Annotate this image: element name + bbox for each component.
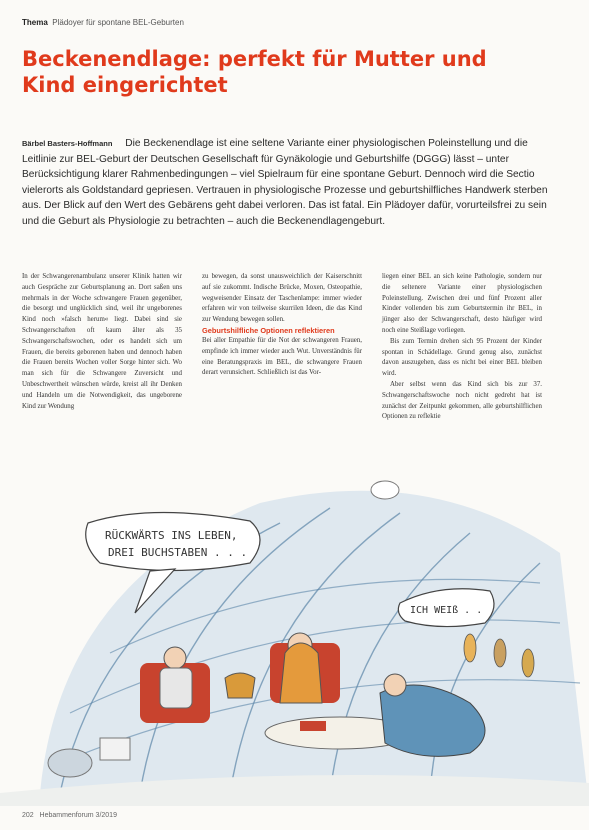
rubric-sub: Plädoyer für spontane BEL-Geburten: [52, 18, 184, 27]
body-column-2: [202, 272, 362, 379]
author: Bärbel Basters-Hoffmann: [22, 139, 113, 148]
bubble-text-line1: RÜCKWÄRTS INS LEBEN,: [105, 529, 238, 542]
body-column-3: [382, 272, 542, 423]
lead-text: Die Beckenendlage ist eine seltene Variante einer physiologischen Poleinstellung und die Leitlinie zur BEL-Geburt der Deutschen Gesellschaft für Gynäkologie und Geburtshilfe (DGGG) lässt – unter Berücksichtigung klarer Rahmenbedingungen – viel Spielraum für eine spontane Geburt. Dennoch wird die Sectio vielerorts als Goldstandard gepriesen. Vertrauen in physiologische Prozesse und geburtshilfliches Handwerk sterben aus. Der Blick auf den Wert des Gebärens geht dabei verloren. Das ist fatal. Ein Plädoyer dafür, vorurteilsfrei zu sein und die Geburt als Physiologie zu betrachten – auch die Beckenendlagengeburt.: [22, 138, 548, 227]
paragraph: Bis zum Termin drehen sich 95 Prozent der Kinder spontan in Schädellage. Grund genug also, zunächst davon auszugehen, dass es nicht bei einer BEL bleiben wird.: [382, 337, 542, 378]
paragraph: zu bewegen, da sonst unausweichlich der Kaiserschnitt auf sie zukommt. Indische Brücke, Moxen, Osteopathie, wegweisender Einsatz der Taschenlampe: immer wieder erfahren wir von teilweise skurrilen Ideen, die das Kind zur Wendung bewegen sollen.: [202, 273, 362, 324]
figure-center-body: [280, 643, 322, 703]
article-lead: [22, 136, 550, 230]
subheading: Geburtshilfliche Optionen reflektieren: [202, 325, 335, 335]
paragraph: In der Schwangerenambulanz unserer Klinik hatten wir auch Gespräche zur Geburtsplanung an. Dort saßen uns mehrmals in der Woche schwangere Frauen gegenüber, die besorgt und unglücklich sind, weil ihr ungeborenes Kind noch »falsch herum« liegt. Dabei sind sie Schwangerschaften oft kaum älter als 35 Schwangerschaftswochen, oder es handelt sich um Frauen, die bereits geborenen haben und dennoch haben die Frauen bereits Wochen voller Sorge hinter sich. Wo man sich für die Schwangere Zuversicht und Unbeschwertheit wünschen würde, kreist all ihr Denken und Handeln um die Notwendigkeit, das ungeborene Kind zur Wendung: [22, 273, 182, 410]
paragraph: Bei aller Empathie für die Not der schwangeren Frauen, empfinde ich immer wieder auch Wut. Unverständnis für eine Beratungspraxis im BEL, die schwangere Frauen derart verunsichert. Schließlich ist das Vor-: [202, 336, 362, 377]
bubble-right-text: ICH WEIß . .: [410, 605, 483, 616]
paragraph: liegen einer BEL an sich keine Pathologie, sondern nur die seltenere Variante einer physiologischen Poleinstellung. Zwischen drei und fünf Prozent aller Kinder vollenden bis zum Geburtstermin ihr BEL, in jünger also der Schwangerschaft, desto häufiger wird noch eine Steißlage vorliegen.: [382, 273, 542, 334]
publication: Hebammenforum 3/2019: [39, 812, 117, 819]
figure-left-body: [160, 668, 192, 708]
reclining-figure-head: [384, 674, 406, 696]
newspaper: [100, 738, 130, 760]
bubble-text-line2: DREI BUCHSTABEN . . .: [108, 546, 248, 559]
rubric: Thema: [22, 18, 48, 27]
rubric-line: [22, 18, 184, 27]
figure-small: [225, 673, 255, 698]
body-column-1: [22, 272, 182, 412]
bag: [48, 749, 92, 777]
article-title: Beckenendlage: perfekt für Mutter und Kind eingerichtet: [22, 47, 487, 97]
page-number: 202: [22, 812, 34, 819]
illustration: [0, 463, 589, 806]
book: [300, 721, 326, 731]
ceiling-lamp: [371, 481, 399, 499]
page-footer: [22, 812, 117, 819]
paragraph: Aber selbst wenn das Kind sich bis zur 37. Schwangerschaftswoche noch nicht gedreht hat ist zunächst der Zeitpunkt gekommen, alle geburtshilflichen Optionen zu reflektie: [382, 380, 542, 421]
figure-left-head: [164, 647, 186, 669]
